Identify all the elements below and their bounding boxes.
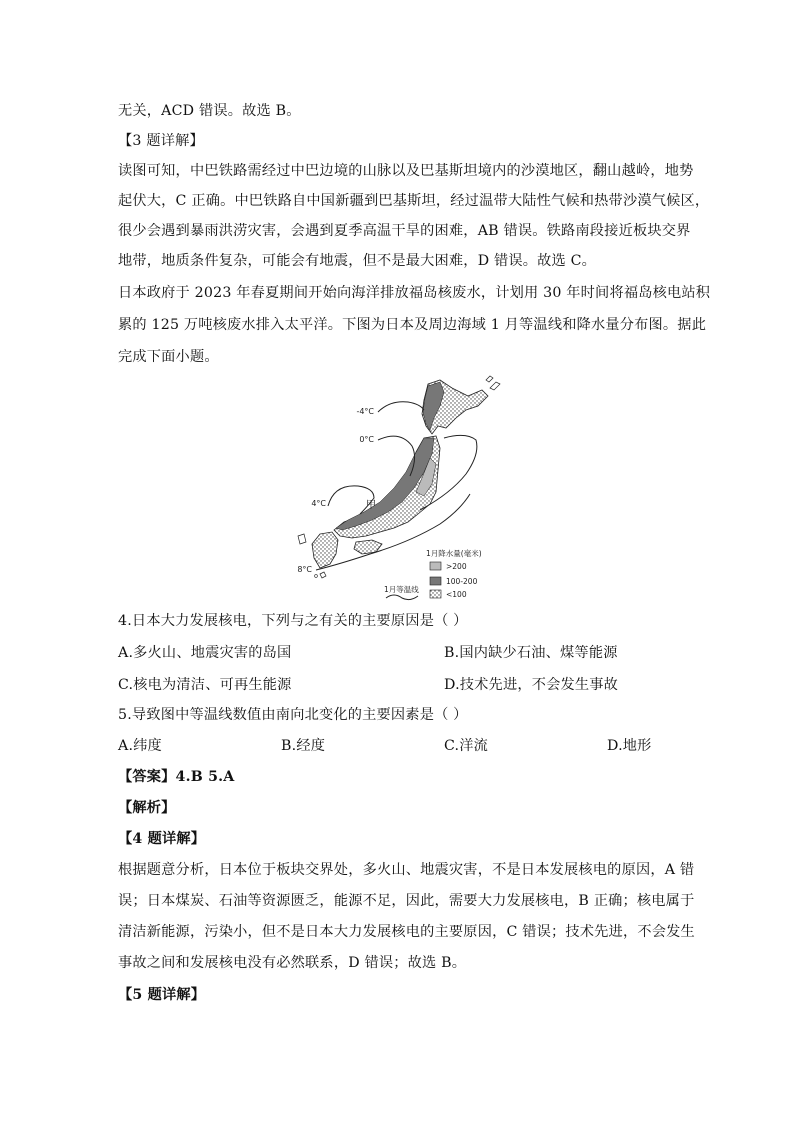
- legend-item: 100-200: [446, 577, 478, 586]
- isotherm-label: -4°C: [356, 407, 374, 416]
- isotherm-label: 4°C: [311, 499, 326, 508]
- isotherm-legend-label: 1月等温线: [384, 585, 419, 594]
- section-heading: 【3 题详解】: [118, 133, 204, 149]
- region-label-jia: 甲: [366, 500, 376, 511]
- legend-item: >200: [446, 562, 467, 571]
- question-5-stem: 5.导致图中等温线数值由南向北变化的主要因素是（ ）: [118, 707, 468, 723]
- text-line: 完成下面小题。: [118, 349, 219, 365]
- question-5-option-d: D.地形: [607, 738, 652, 754]
- isotherm-legend-line: [386, 595, 418, 600]
- legend-swatch-mid: [430, 577, 441, 585]
- japan-map: [290, 374, 510, 602]
- detail-5-heading: 【5 题详解】: [118, 987, 206, 1003]
- legend-swatch-low: [430, 590, 441, 598]
- text-line: 日本政府于 2023 年春夏期间开始向海洋排放福岛核废水，计划用 30 年时间将福岛核电站积: [118, 285, 711, 301]
- answer-line: 【答案】4.B 5.A: [118, 769, 235, 785]
- analysis-heading: 【解析】: [118, 800, 176, 816]
- question-5-option-b: B.经度: [281, 738, 326, 754]
- legend-title: 1月降水量(毫米): [426, 549, 482, 558]
- japan-map-figure: [290, 374, 510, 602]
- text-line: 无关，ACD 错误。故选 B。: [118, 103, 301, 119]
- detail-4-heading: 【4 题详解】: [118, 831, 206, 847]
- legend-swatch-high: [430, 562, 441, 570]
- kyushu-landmass: [312, 532, 338, 568]
- detail-4-line: 根据题意分析，日本位于板块交界处，多火山、地震灾害，不是日本发展核电的原因，A 错: [118, 862, 695, 878]
- detail-4-line: 误；日本煤炭、石油等资源匮乏，能源不足，因此，需要大力发展核电，B 正确；核电属于: [118, 893, 695, 909]
- text-line: 累的 125 万吨核废水排入太平洋。下图为日本及周边海域 1 月等温线和降水量分布图。据此: [118, 317, 707, 333]
- question-4-option-b: B.国内缺少石油、煤等能源: [444, 645, 618, 661]
- question-5-option-a: A.纬度: [118, 738, 162, 754]
- isotherm-label: 0°C: [359, 435, 374, 444]
- legend-item: <100: [446, 590, 467, 599]
- text-line: 地带，地质条件复杂，可能会有地震，但不是最大困难，D 错误。故选 C。: [118, 253, 597, 269]
- isotherm-label: 8°C: [297, 565, 312, 574]
- text-line: 很少会遇到暴雨洪涝灾害，会遇到夏季高温干旱的困难，AB 错误。铁路南段接近板块交界: [118, 223, 691, 239]
- detail-4-line: 事故之间和发展核电没有必然联系，D 错误；故选 B。: [118, 955, 467, 971]
- question-4-option-d: D.技术先进，不会发生事故: [444, 677, 619, 693]
- text-line: 起伏大，C 正确。中巴铁路自中国新疆到巴基斯坦，经过温带大陆性气候和热带沙漠气候区，: [118, 193, 710, 209]
- question-4-option-c: C.核电为清洁、可再生能源: [118, 677, 292, 693]
- question-5-option-c: C.洋流: [444, 738, 489, 754]
- question-4-stem: 4.日本大力发展核电，下列与之有关的主要原因是（ ）: [118, 613, 468, 629]
- isotherm-minus4: [378, 402, 424, 412]
- text-line: 读图可知，中巴铁路需经过中巴边境的山脉以及巴基斯坦境内的沙漠地区，翻山越岭，地势: [118, 163, 694, 179]
- question-4-option-a: A.多火山、地震灾害的岛国: [118, 645, 292, 661]
- detail-4-line: 清洁新能源，污染小，但不是日本大力发展核电的主要原因，C 错误；技术先进，不会发生: [118, 924, 695, 940]
